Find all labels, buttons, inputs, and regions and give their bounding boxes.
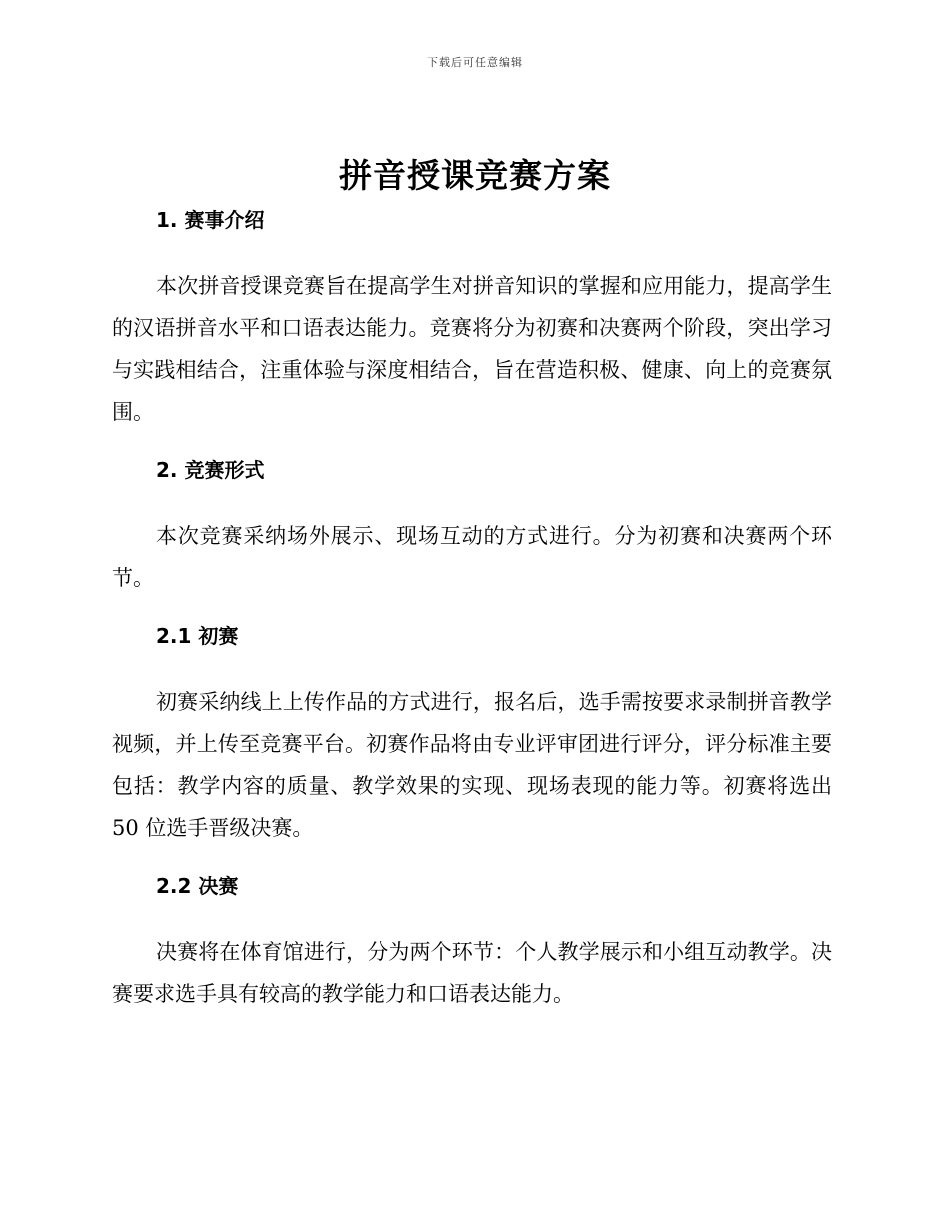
section-paragraph: 初赛采纳线上上传作品的方式进行，报名后，选手需按要求录制拼音教学视频，并上传至竞赛平台。初赛作品将由专业评审团进行评分，评分标准主要包括：教学内容的质量、教学效果的实现、现场表现的能力等。初赛将选出 50 位选手晋级决赛。 bbox=[112, 690, 832, 840]
section-event-intro bbox=[112, 205, 832, 433]
section-heading: 2. 竞赛形式 bbox=[156, 458, 265, 482]
section-paragraph: 决赛将在体育馆进行，分为两个环节：个人教学展示和小组互动教学。决赛要求选手具有较高的教学能力和口语表达能力。 bbox=[112, 940, 832, 1006]
section-heading: 2.1 初赛 bbox=[156, 624, 239, 648]
section-final bbox=[112, 871, 832, 1015]
section-heading: 1. 赛事介绍 bbox=[156, 208, 265, 232]
section-paragraph: 本次拼音授课竞赛旨在提高学生对拼音知识的掌握和应用能力，提高学生的汉语拼音水平和口语表达能力。竞赛将分为初赛和决赛两个阶段，突出学习与实践相结合，注重体验与深度相结合，旨在营造积极、健康、向上的竞赛氛围。 bbox=[112, 274, 832, 424]
section-paragraph: 本次竞赛采纳场外展示、现场互动的方式进行。分为初赛和决赛两个环节。 bbox=[112, 524, 832, 590]
document-body bbox=[112, 205, 832, 1015]
section-competition-format bbox=[112, 455, 832, 599]
document-title: 拼音授课竞赛方案 bbox=[339, 156, 611, 195]
section-preliminary bbox=[112, 621, 832, 849]
header-note: 下载后可任意编辑 bbox=[427, 56, 523, 69]
section-heading: 2.2 决赛 bbox=[156, 874, 239, 898]
